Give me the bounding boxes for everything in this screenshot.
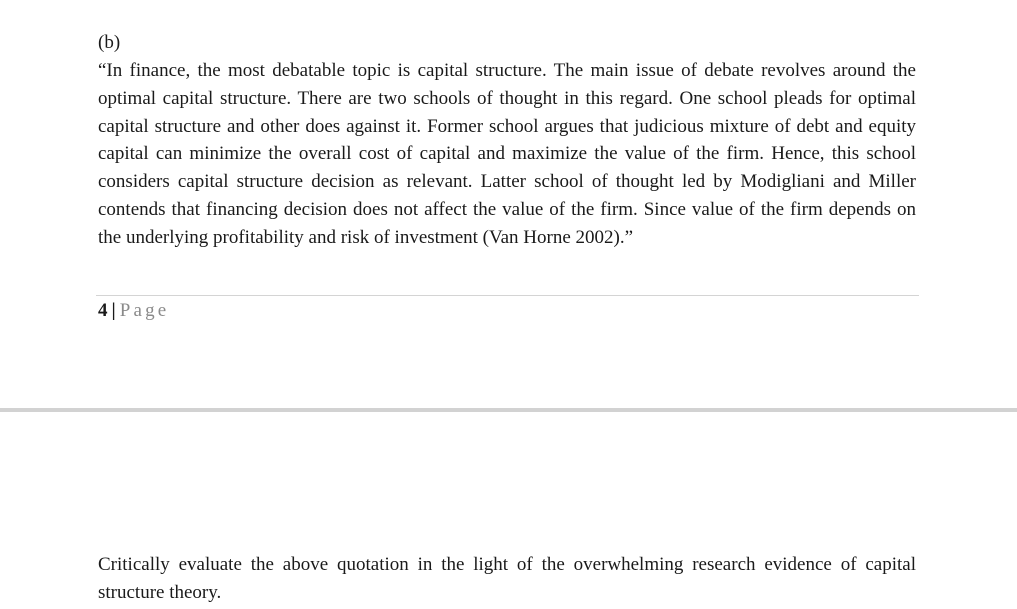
- page-footer: [98, 299, 169, 323]
- footer-separator: |: [111, 300, 116, 321]
- page-number: 4: [98, 300, 108, 321]
- footer-divider: [96, 295, 919, 296]
- question-instruction: Critically evaluate the above quotation in the light of the overwhelming research evidence of capital structure theory.: [98, 554, 916, 603]
- question-part-label: (b): [98, 32, 121, 53]
- page-word: Page: [119, 300, 170, 321]
- quotation-paragraph: “In finance, the most debatable topic is capital structure. The main issue of debate revolves around the optimal capital structure. There are two schools of thought in this regard. One school pleads for optimal capital structure and other does against it. Former school argues that judicious mixture of debt and equity capital can minimize the overall cost of capital and maximize the value of the firm. Hence, this school considers capital structure decision as relevant. Latter school of thought led by Modigliani and Miller contends that financing decision does not affect the value of the firm. Since value of the firm depends on the underlying profitability and risk of investment (Van Horne 2002).”: [98, 60, 916, 248]
